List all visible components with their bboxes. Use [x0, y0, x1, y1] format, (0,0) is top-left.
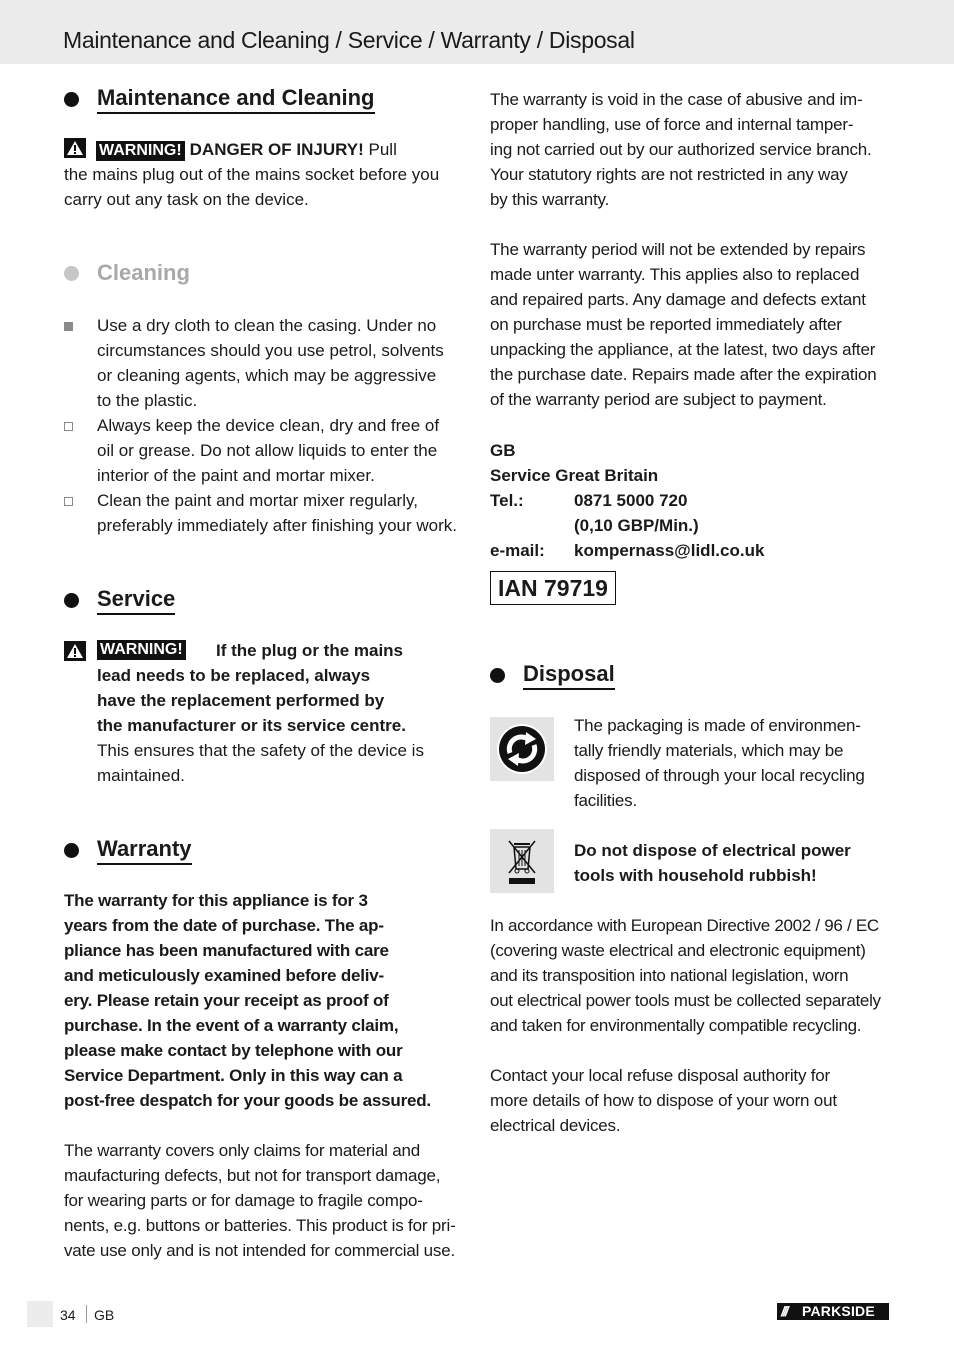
service-contact: GB Service Great Britain Tel.: 0871 5000 720 (0,10 GBP/Min.) e-mail: kompernass@lidl.co.uk [490, 438, 892, 563]
maintenance-warning: WARNING! DANGER OF INJURY! Pull the mains plug out of the mains socket before you carry out any task on the device. [64, 140, 440, 209]
footer-language: GB [94, 1307, 115, 1323]
warranty-paragraph: The warranty period will not be extended by repairs made unter warranty. This applies also to replaced and repaired parts. Any damage and defects extant on purchase must be reported immediately after unpacking the appliance, at the latest, two days after the purchase date. Repairs made after the expiration of the warranty period are subject to payment. [490, 240, 877, 409]
page-header [0, 0, 954, 64]
list-item: Always keep the device clean, dry and free of oil or grease. Do not allow liquids to enter the interior of the paint and mortar mixer. [97, 416, 440, 485]
maintenance-heading: Maintenance and Cleaning [64, 85, 375, 114]
cleaning-list [64, 313, 466, 543]
contact-authority-text: Contact your local refuse disposal authority for more details of how to dispose of your worn out electrical devices. [490, 1066, 837, 1135]
danger-label: DANGER OF INJURY! [189, 140, 364, 159]
bullet-dot-icon [64, 266, 79, 281]
crossed-bin-icon [490, 829, 554, 893]
footer-divider [86, 1305, 87, 1323]
email-address: kompernass@lidl.co.uk [574, 541, 765, 560]
warranty-paragraph: The warranty is void in the case of abusive and im- proper handling, use of force and internal tamper- ing not carried out by our authorized service branch. Your statutory rights are not restricted in any way by this warranty. [490, 90, 872, 209]
list-item: Use a dry cloth to clean the casing. Under no circumstances should you use petrol, solvents or cleaning agents, which may be aggressive to the plastic. [97, 316, 444, 410]
warning-triangle-icon [64, 641, 86, 661]
warning-badge: WARNING! [96, 141, 185, 161]
warning-badge: WARNING! [97, 640, 186, 660]
list-item: Clean the paint and mortar mixer regularly, preferably immediately after finishing your work. [97, 491, 457, 535]
ian-number: IAN 79719 [490, 571, 616, 605]
phone-number: 0871 5000 720 [574, 491, 688, 510]
service-heading: Service [64, 586, 175, 615]
bullet-dot-icon [64, 843, 79, 858]
disposal-warning: Do not dispose of electrical power tools with household rubbish! [574, 841, 851, 885]
warranty-heading: Warranty [64, 836, 192, 865]
warning-triangle-icon [64, 138, 86, 158]
warranty-bold-text: The warranty for this appliance is for 3 years from the date of purchase. The ap- pliance has been manufactured with care and meticulously examined before deliv- ery. Please retain your receipt as proof of purchase. In the event of a warranty claim, please make contact by telephone with our Service Department. Only in this way can a post-free despatch for your goods be assured. [64, 891, 431, 1110]
page-number: 34 [60, 1307, 76, 1323]
recycling-icon [490, 717, 554, 781]
bullet-dot-icon [64, 92, 79, 107]
page-title: Maintenance and Cleaning / Service / Warranty / Disposal [63, 27, 635, 53]
cleaning-heading: Cleaning [64, 260, 190, 287]
disposal-heading: Disposal [490, 661, 615, 690]
square-bullet-icon [64, 322, 73, 331]
parkside-logo: /// PARKSIDE [777, 1303, 889, 1320]
footer-box [27, 1301, 53, 1327]
directive-text: In accordance with European Directive 2002 / 96 / EC (covering waste electrical and electronic equipment) and its transposition into national legislation, worn out electrical power tools must be collected separately and taken for environmentally compatible recycling. [490, 916, 881, 1035]
warranty-paragraph: The warranty covers only claims for material and maufacturing defects, but not for transport damage, for wearing parts or for damage to fragile compo- nents, e.g. buttons or batteries. This product is for pri- vate use only and is not intended for commercial use. [64, 1141, 456, 1260]
bullet-dot-icon [490, 668, 505, 683]
hollow-square-bullet-icon [64, 497, 73, 506]
bullet-dot-icon [64, 593, 79, 608]
hollow-square-bullet-icon [64, 422, 73, 431]
packaging-text: The packaging is made of environmen- tally friendly materials, which may be disposed of through your local recycling facilities. [574, 716, 865, 810]
